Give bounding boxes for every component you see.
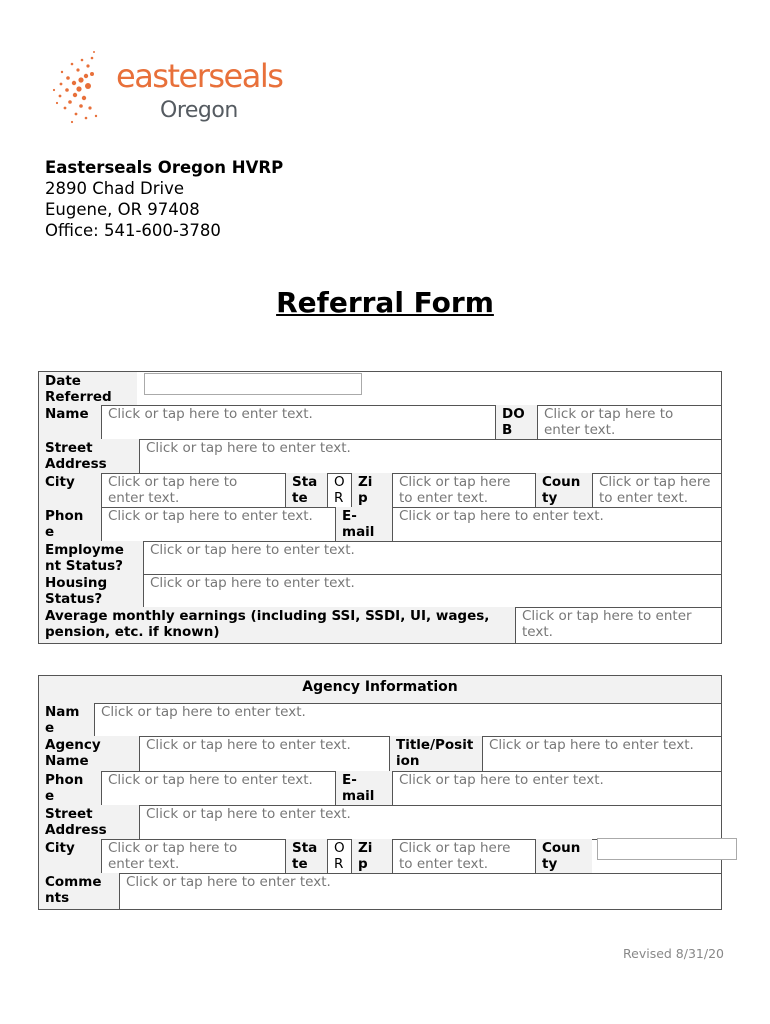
row-phone	[38, 507, 722, 542]
title-position-input[interactable]: Click or tap here to enter text.	[482, 736, 721, 771]
row-agency-contact-name	[38, 703, 722, 737]
label-agency-name: Agency Name	[39, 736, 139, 771]
label-agency-phone: Phon e	[39, 771, 101, 805]
label-email: E- mail	[335, 507, 392, 541]
email-input[interactable]: Click or tap here to enter text.	[392, 507, 721, 541]
agency-email-input[interactable]: Click or tap here to enter text.	[392, 771, 721, 805]
label-street-address: Street Address	[39, 439, 139, 473]
row-housing	[38, 574, 722, 608]
row-agency-phone	[38, 771, 722, 806]
label-dob: DO B	[495, 405, 537, 439]
city-state-zip: Eugene, OR 97408	[45, 200, 200, 219]
agency-county-input[interactable]	[597, 838, 737, 860]
contact-name-input[interactable]: Click or tap here to enter text.	[94, 703, 721, 736]
label-date-referred: Date Referred	[39, 372, 137, 405]
label-phone: Phon e	[39, 507, 101, 541]
agency-state-value: O R	[327, 839, 351, 873]
logo-brand-text: easterseals	[116, 57, 283, 95]
agency-section-header: Agency Information	[38, 675, 722, 704]
agency-street-input[interactable]: Click or tap here to enter text.	[139, 805, 721, 839]
sunburst-icon	[48, 48, 118, 132]
row-employment	[38, 541, 722, 575]
row-name	[38, 405, 722, 440]
label-agency-street: Street Address	[39, 805, 139, 839]
page-title: Referral Form	[276, 286, 494, 319]
agency-zip-input[interactable]: Click or tap here to enter text.	[392, 839, 535, 873]
label-title-position: Title/Posit ion	[389, 736, 482, 771]
city-input[interactable]: Click or tap here to enter text.	[101, 473, 285, 507]
label-name: Name	[39, 405, 101, 439]
label-zip: Zi p	[351, 473, 392, 507]
revised-date: Revised 8/31/20	[623, 946, 724, 961]
row-earnings	[38, 607, 722, 644]
label-agency-email: E- mail	[335, 771, 392, 805]
label-agency-zip: Zi p	[351, 839, 392, 873]
row-city	[38, 473, 722, 508]
label-comments: Comme nts	[39, 873, 119, 909]
row-date-referred	[38, 371, 722, 406]
label-agency-city: City	[39, 839, 101, 873]
date-referred-input[interactable]	[144, 373, 362, 395]
housing-status-input[interactable]: Click or tap here to enter text.	[143, 574, 721, 607]
easterseals-logo	[48, 48, 283, 132]
employment-status-input[interactable]: Click or tap here to enter text.	[143, 541, 721, 574]
name-input[interactable]: Click or tap here to enter text.	[101, 405, 495, 439]
label-contact-name: Nam e	[39, 703, 94, 736]
label-state: Sta te	[285, 473, 327, 507]
monthly-earnings-input[interactable]: Click or tap here to enter text.	[515, 607, 721, 643]
label-agency-county: Coun ty	[535, 839, 592, 873]
label-agency-state: Sta te	[285, 839, 327, 873]
street-address-input[interactable]: Click or tap here to enter text.	[139, 439, 721, 473]
row-agency-name	[38, 736, 722, 772]
dob-input[interactable]: Click or tap here to enter text.	[537, 405, 721, 439]
address-block	[45, 157, 283, 241]
zip-input[interactable]: Click or tap here to enter text.	[392, 473, 535, 507]
row-comments	[38, 873, 722, 910]
row-agency-street	[38, 805, 722, 840]
label-monthly-earnings: Average monthly earnings (including SSI, SSDI, UI, wages, pension, etc. if known)	[39, 607, 515, 643]
row-street	[38, 439, 722, 474]
state-value: O R	[327, 473, 351, 507]
label-county: Coun ty	[535, 473, 592, 507]
label-city: City	[39, 473, 101, 507]
label-housing-status: Housing Status?	[39, 574, 143, 607]
org-name: Easterseals Oregon HVRP	[45, 158, 284, 177]
comments-input[interactable]: Click or tap here to enter text.	[119, 873, 721, 909]
street-address: 2890 Chad Drive	[45, 179, 185, 198]
agency-phone-input[interactable]: Click or tap here to enter text.	[101, 771, 335, 805]
agency-city-input[interactable]: Click or tap here to enter text.	[101, 839, 285, 873]
phone-input[interactable]: Click or tap here to enter text.	[101, 507, 335, 541]
row-agency-city	[38, 839, 722, 874]
logo-region-text: Oregon	[160, 98, 238, 123]
office-phone: Office: 541-600-3780	[45, 221, 221, 240]
county-input[interactable]: Click or tap here to enter text.	[592, 473, 721, 507]
agency-name-input[interactable]: Click or tap here to enter text.	[139, 736, 389, 771]
label-employment-status: Employme nt Status?	[39, 541, 143, 574]
